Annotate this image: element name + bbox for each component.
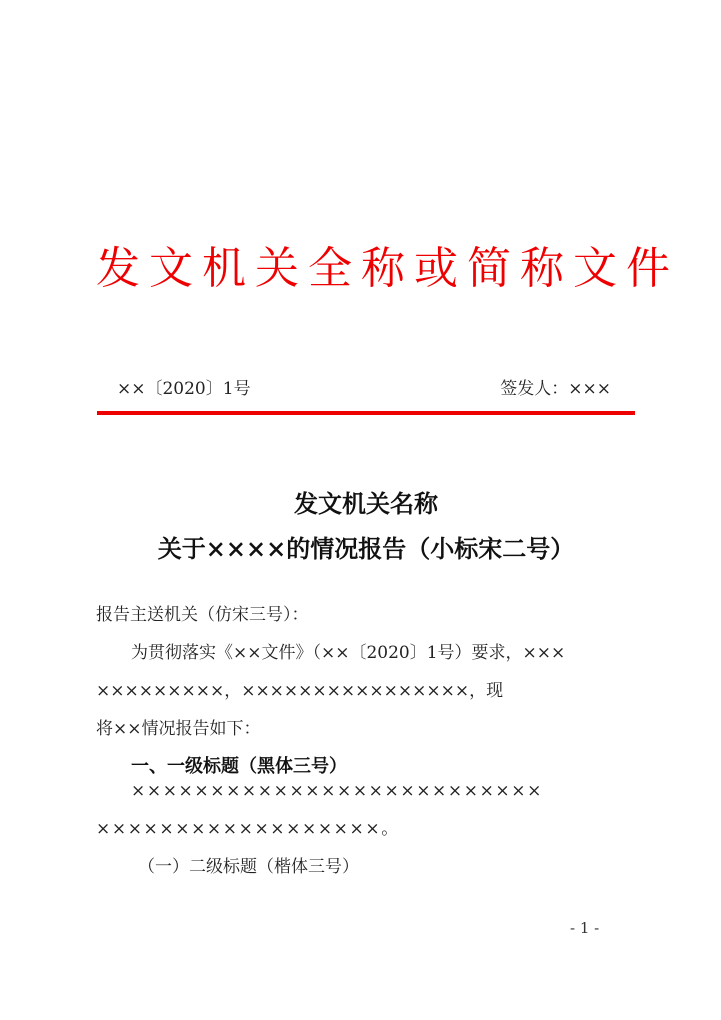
red-separator-rule	[97, 411, 635, 415]
addressee-line: 报告主送机关（仿宋三号）：	[96, 605, 309, 625]
page-number: - 1 -	[570, 919, 600, 937]
paragraph-2-line-1: ××××××××××××××××××××××××××	[131, 781, 543, 801]
signer-name: ×××	[568, 379, 611, 399]
issuing-authority-red-header: 发文机关全称或简称文件	[96, 243, 679, 294]
document-number: ××〔2020〕1号	[117, 379, 251, 399]
document-title-subject: 关于××××的情况报告（小标宋二号）	[157, 534, 575, 563]
document-title-authority: 发文机关名称	[294, 489, 438, 518]
signer-label: 签发人：	[500, 379, 569, 399]
heading-level-1: 一、一级标题（黑体三号）	[131, 756, 347, 777]
heading-level-2: （一）二级标题（楷体三号）	[138, 857, 359, 877]
signer	[500, 377, 611, 401]
paragraph-1-line-2: ×××××××××，××××××××××××××××，现	[96, 681, 504, 701]
paragraph-2-line-2: ××××××××××××××××××。	[96, 819, 400, 839]
paragraph-1-line-3: 将××情况报告如下：	[96, 719, 261, 739]
paragraph-1-line-1: 为贯彻落实《××文件》（××〔2020〕1号）要求，×××	[131, 643, 566, 663]
